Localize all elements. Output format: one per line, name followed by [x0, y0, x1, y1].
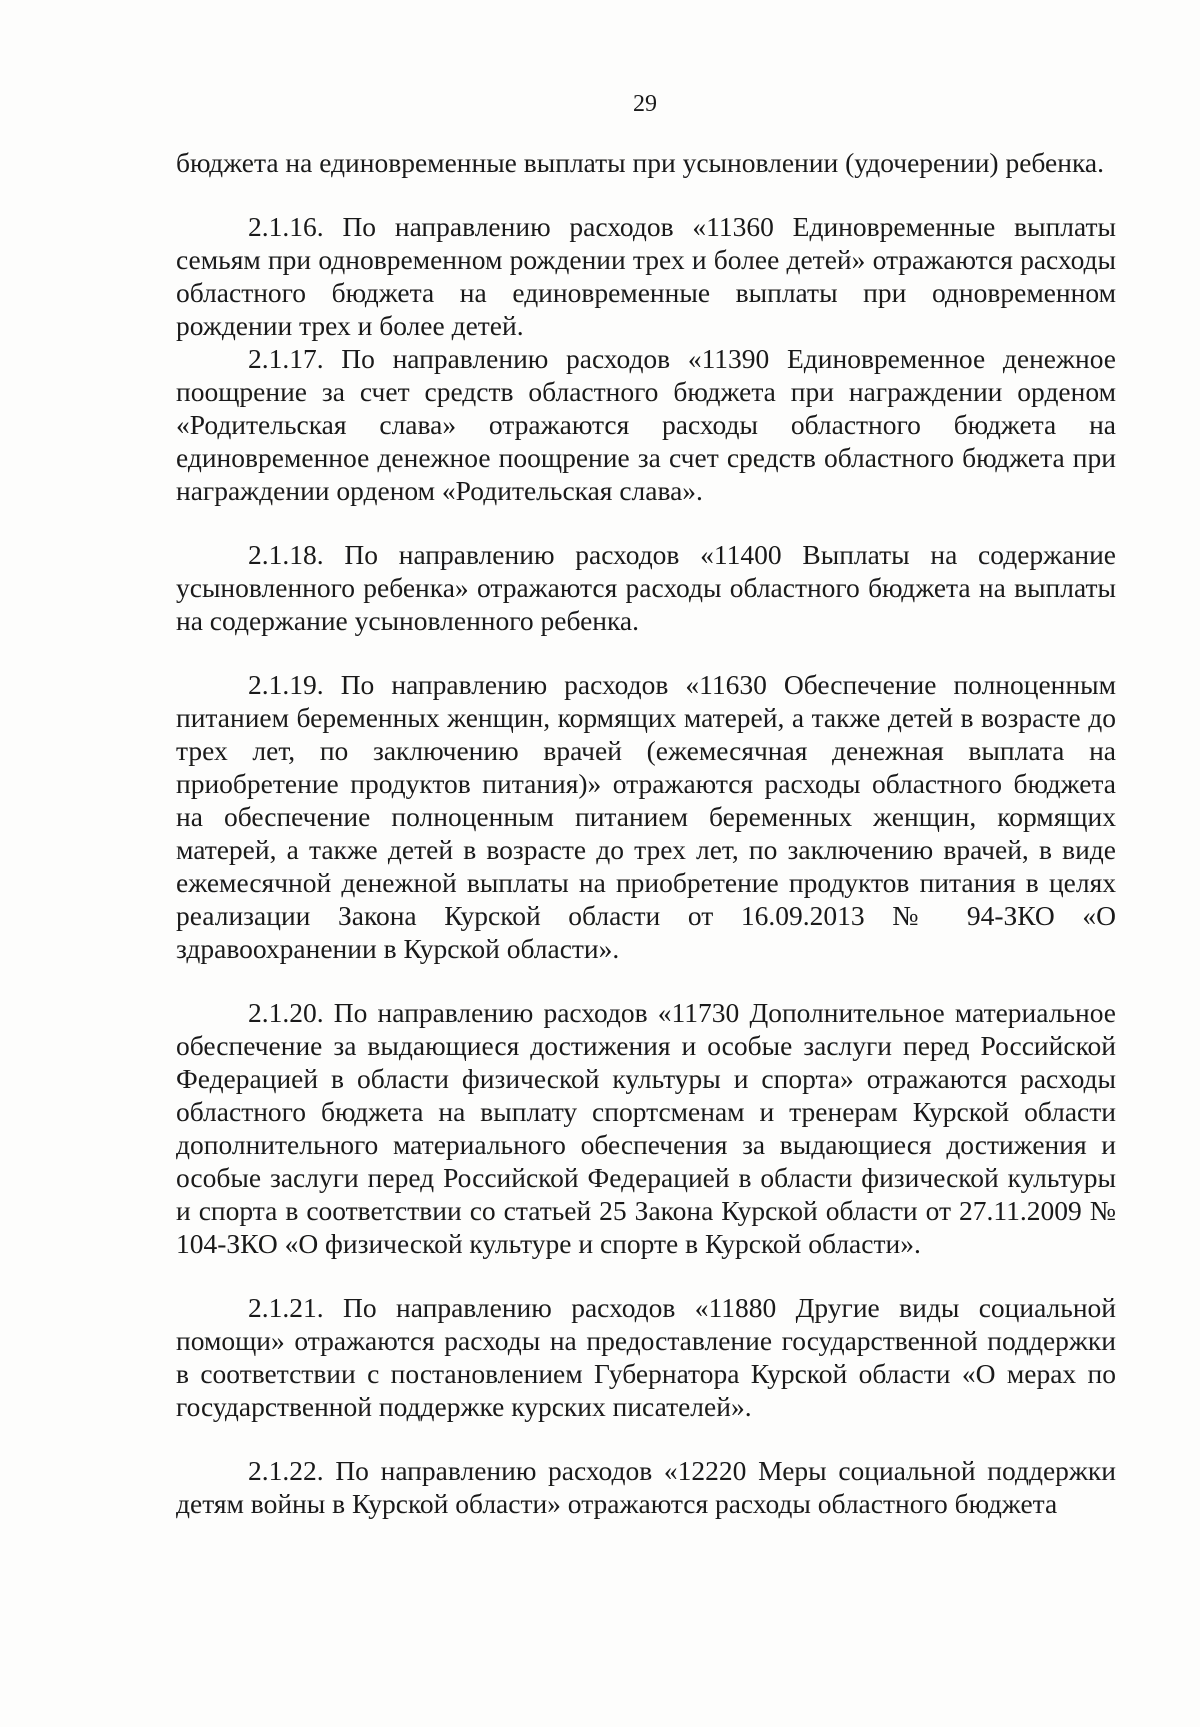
- paragraph-number: 2.1.16.: [248, 211, 324, 242]
- paragraph-number: 2.1.18.: [248, 539, 324, 570]
- paragraph-number: 2.1.22.: [248, 1455, 324, 1486]
- paragraph-number: 2.1.17.: [248, 343, 324, 374]
- paragraph-text: По направлению расходов «11390 Единовременное денежное поощрение за счет средств областного бюджета при награждении орденом «Родительская слава» отражаются расходы областного бюджета на единовременное денежное поощрение за счет средств областного бюджета при награждении орденом «Родительская слава».: [176, 343, 1117, 506]
- paragraph-continuation: [176, 146, 1116, 179]
- paragraph-2-1-18: [176, 538, 1116, 637]
- paragraph-2-1-22: [176, 1454, 1116, 1520]
- paragraph-text: По направлению расходов «12220 Меры социальной поддержки детям войны в Курской области» отражаются расходы областного бюджета: [176, 1455, 1116, 1519]
- paragraph-number: 2.1.20.: [248, 997, 324, 1028]
- paragraph-text: По направлению расходов «11400 Выплаты на содержание усыновленного ребенка» отражаются расходы областного бюджета на выплаты на содержание усыновленного ребенка.: [176, 539, 1116, 636]
- paragraph-text: По направлению расходов «11880 Другие виды социальной помощи» отражаются расходы на предоставление государственной поддержки в соответствии с постановлением Губернатора Курской области «О мерах по государственной поддержке курских писателей».: [176, 1292, 1117, 1422]
- paragraph-text: По направлению расходов «11360 Единовременные выплаты семьям при одновременном рождении трех и более детей» отражаются расходы областного бюджета на единовременные выплаты при одновременном рождении трех и более детей.: [176, 211, 1116, 341]
- paragraph-2-1-17: [176, 342, 1116, 507]
- paragraph-text: По направлению расходов «11730 Дополнительное материальное обеспечение за выдающиеся достижения и особые заслуги перед Российской Федерацией в области физической культуры и спорта» отражаются расходы областного бюджета на выплату спортсменам и тренерам Курской области дополнительного материального обеспечения за выдающиеся достижения и особые заслуги перед Российской Федерацией в области физической культуры и спорта в соответствии со статьей 25 Закона Курской области от 27.11.2009 № 104-ЗКО «О физической культуре и спорте в Курской области».: [176, 997, 1116, 1259]
- paragraph-text: бюджета на единовременные выплаты при усыновлении (удочерении) ребенка.: [176, 147, 1104, 178]
- paragraph-number: 2.1.19.: [248, 669, 324, 700]
- paragraph-text: По направлению расходов «11630 Обеспечение полноценным питанием беременных женщин, кормящих матерей, а также детей в возрасте до трех лет, по заключению врачей (ежемесячная денежная выплата на приобретение продуктов питания)» отражаются расходы областного бюджета на обеспечение полноценным питанием беременных женщин, кормящих матерей, а также детей в возрасте до трех лет, по заключению врачей, в виде ежемесячной денежной выплаты на приобретение продуктов питания в целях реализации Закона Курской области от 16.09.2013 № 94-ЗКО «О здравоохранении в Курской области».: [176, 669, 1116, 964]
- paragraph-2-1-19: [176, 668, 1116, 965]
- paragraph-2-1-20: [176, 996, 1116, 1260]
- document-body: [176, 146, 1116, 1520]
- paragraph-2-1-16: [176, 210, 1116, 342]
- paragraph-number: 2.1.21.: [248, 1292, 324, 1323]
- page-number: 29: [633, 91, 657, 117]
- paragraph-2-1-21: [176, 1291, 1116, 1423]
